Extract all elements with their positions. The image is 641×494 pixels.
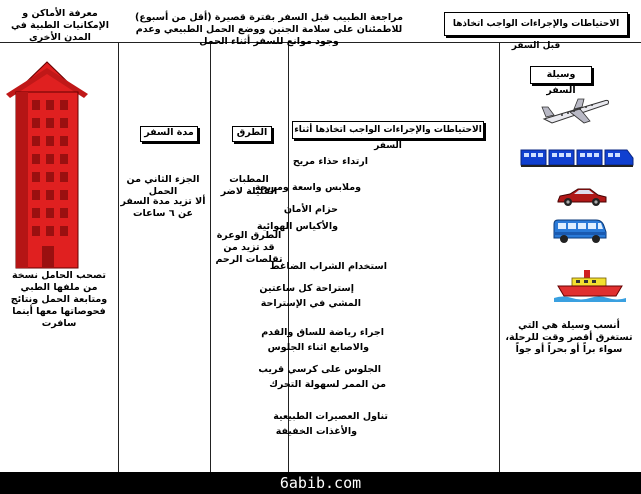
building-icon: [6, 60, 88, 270]
train-icon: [520, 148, 634, 168]
medical-file-note: تصحب الحامل نسخة من ملفها الطبي ومتابعة الحمل ونتائج فحوصاتها معها أينما سافرت: [10, 270, 108, 329]
during-travel-label: الاحتياطات والإجراءات الواجب اتخاذها أثناء السفر: [294, 125, 482, 151]
column-divider-1: [118, 42, 119, 472]
column-divider-4: [499, 42, 500, 472]
before-travel-header-box: [444, 12, 628, 51]
list-item: حزام الأمان: [283, 204, 338, 215]
van-icon: [552, 218, 608, 244]
duration-label-box: [140, 126, 198, 142]
duration-text-1: الجزء الثاني من الحمل: [126, 174, 200, 197]
airplane-icon: [540, 93, 612, 127]
roads-label-box: [232, 126, 272, 142]
before-travel-header: الاحتياطات والإجراءات الواجب اتخاذها قبل السفر: [452, 19, 620, 51]
list-item: تناول العصيرات الطبيعية: [273, 411, 388, 422]
column-divider-2: [210, 42, 211, 472]
transport-note: أنسب وسيلة هي التي تستغرق أقصر وقت للرحلة، سواء براً أو بحراً أو جواً: [505, 320, 633, 355]
doctor-visit-text: مراجعة الطبيب قبل السفر بفترة قصيرة (أقل من أسبوع) للاطمئنان على سلامة الجنين ووضع الحمل الطبيعي وعدم وجود موانع للسفر أثناء الحمل: [135, 12, 403, 47]
duration-text-2: ألا تزيد مدة السفر عن ٦ ساعات: [120, 196, 206, 219]
list-item: والأغذات الخفيفة: [275, 426, 357, 437]
transport-label-box: [530, 66, 592, 96]
roads-text-1: المطبات القليلة لاضر: [220, 174, 278, 197]
list-item: الجلوس على كرسي قريب: [258, 364, 381, 375]
transport-label: وسيلة السفر: [546, 69, 576, 96]
during-travel-box: [292, 121, 484, 151]
roads-text-2: الطرق الوعرة قد تزيد من تقلصات الرحم: [215, 230, 283, 265]
list-item: من الممر لسهولة التحرك: [269, 379, 386, 390]
list-item: إستراحة كل ساعتين: [259, 283, 354, 294]
list-item: والأكياس الهوائية: [256, 221, 338, 232]
site-footer: 6abib.com: [0, 472, 641, 494]
column-divider-3: [288, 42, 289, 472]
ship-icon: [554, 266, 626, 302]
list-item: استخدام الشراب الضاغط: [269, 261, 387, 272]
list-item: وملابس واسعة ومريحة: [254, 182, 361, 193]
duration-label: مدة السفر: [144, 127, 194, 138]
car-icon: [556, 186, 608, 208]
places-header: معرفة الأماكن و الإمكانيات الطبية في المدن الأخرى: [11, 8, 109, 43]
list-item: اجراء رياضة للساق والقدم: [261, 327, 384, 338]
list-item: ارتداء حذاء مريح: [292, 156, 368, 167]
roads-label: الطرق: [236, 127, 268, 138]
list-item: والاصابع اثناء الجلوس: [267, 342, 369, 353]
list-item: المشي في الإستراحة: [260, 298, 361, 309]
